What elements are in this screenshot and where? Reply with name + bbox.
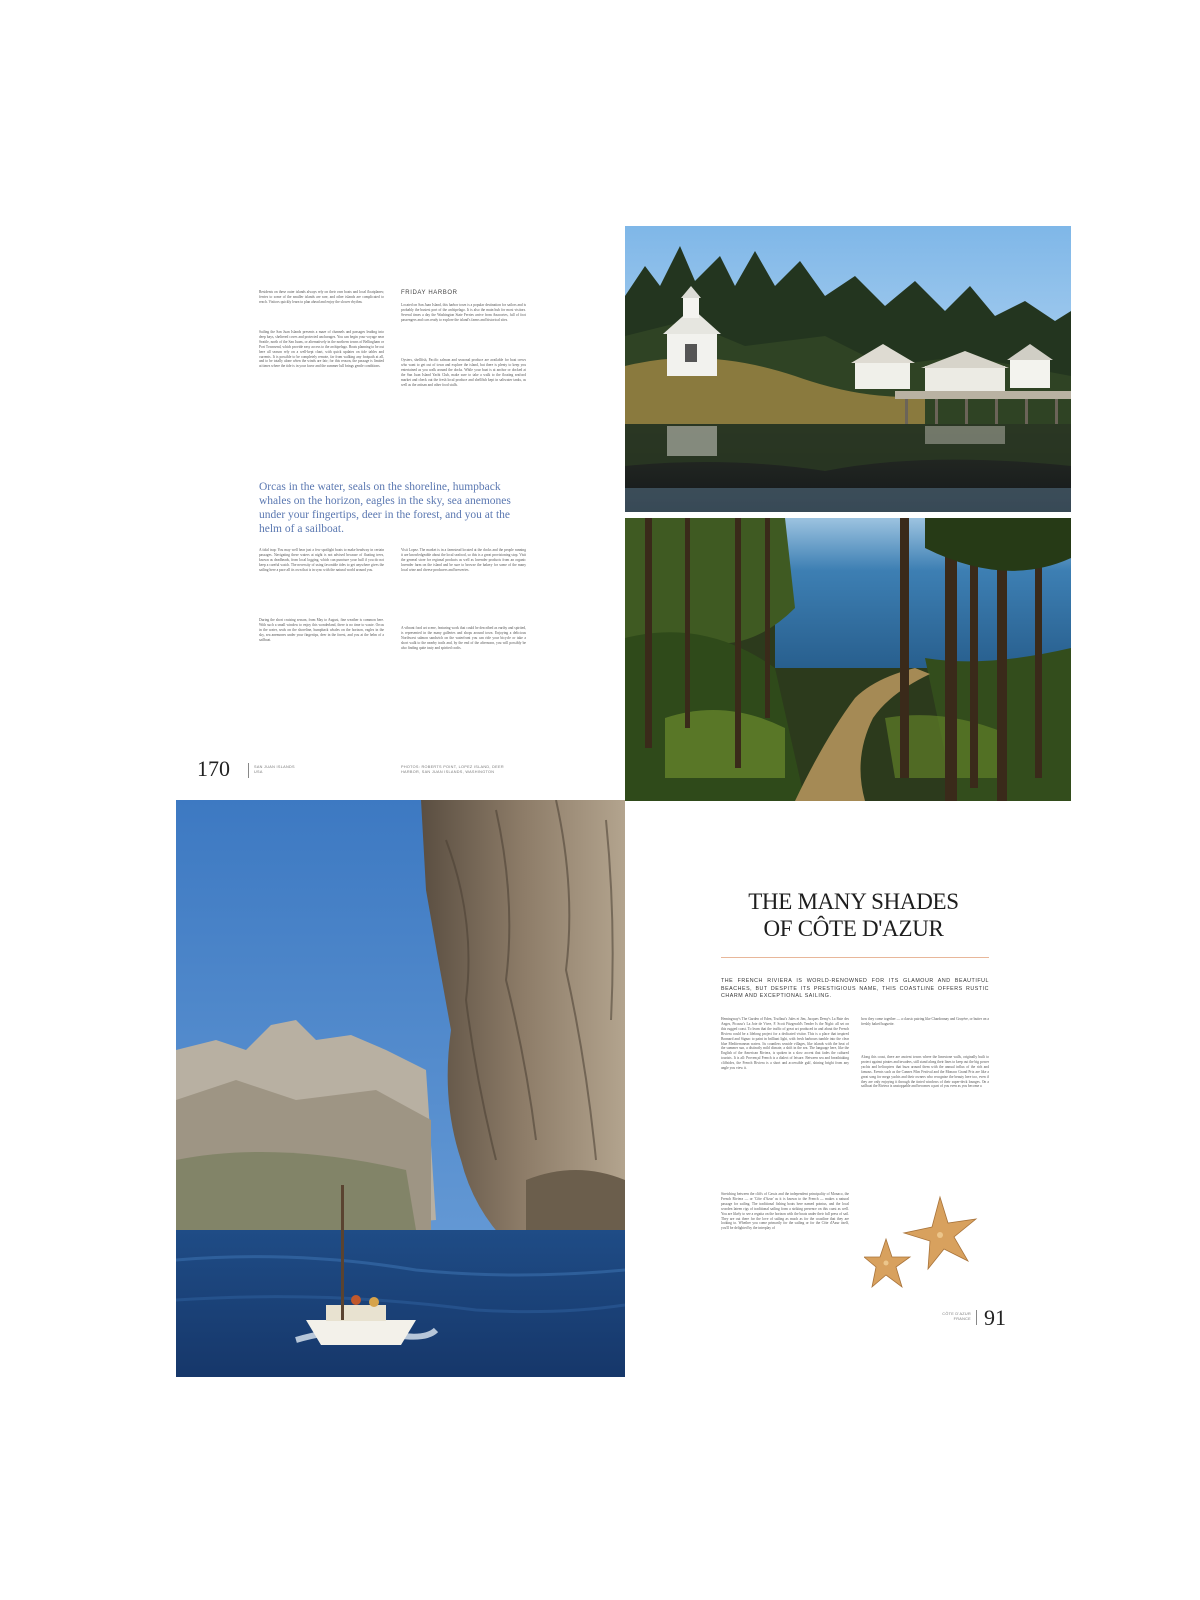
title-rule: [721, 957, 989, 958]
page-number-170: 170: [197, 756, 230, 781]
column1-para2: Sailing the San Juan Islands presents a maze of channels and passages leading into deep bays, sheltered coves and protected anchorages. You can begin your voyage near Seattle, north of the San Juans, or alternatively in the northern towns of Bellingham or Port Townsend, which provide easy access to the archipelago. Boats planning to be out here all season rely on a well-kept chart, with quick updates on tide tables and currents. It is possible to be completely remote, far from walking any footpath at all, and to be totally alone when the winds are fair; for this reason, the passage is limited at times where the tide is in your favor and the summer lull brings gentle conditions.: [259, 330, 384, 369]
bottom-col1-para1: Hemingway's The Garden of Eden, Truffaut's Jules et Jim, Jacques Demy's La Baie des Anges, Picasso's La Joie de Vivre, F. Scott Fitzgerald's Tender Is the Night: all set on this rugged coast. To learn that the traffic of great art produced in and about the French Riviera could be a lifelong project for a dedicated visitor. This is a place that inspired Bonnard and Signac to paint in brilliant light, with fresh harbours tumble into the clear blue Mediterranean waters. Its countless seaside villages, like islands with the heat of the summer sun, a distinctly mild climate, a shift in the sea. The language here, like the English of the American Riviera, is spoken in a slow accent that fades the cultured tourists. It is all: Provençal French is a dialect of leisure. Between sea and breathtaking cliffsides, the French Riviera is a short and accessible gulf, shining bright from any angle you view it.: [721, 1017, 849, 1071]
photo-forest-trail: [625, 518, 1071, 801]
folio-divider: [248, 763, 249, 778]
column2-para1: Located on San Juan Island, this harbor town is a popular destination for sailors and is probably the busiest port of the archipelago. It is also the main hub for most visitors. Several times a day the Washington State Ferries arrive from Anacortes, full of foot passengers and cars ready to explore the island's farms and historical sites.: [401, 303, 526, 322]
column2-para3: Visit Lopez. The market is in a farmstead located at the docks and the people running it are knowledgeable about the local seafood, so this is a great provisioning stop. Visit the general store for regional products as well as lavender products from an organic lavender farm on the island and be sure to browse the bakery for some of the many local wine and cheese producers and breweries.: [401, 548, 526, 572]
intro-deck: THE FRENCH RIVIERA IS WORLD-RENOWNED FOR ITS GLAMOUR AND BEAUTIFUL BEACHES, BUT DESPITE ITS PRESTIGIOUS NAME, THIS COASTLINE OFFERS RUSTIC CHARM AND EXCEPTIONAL SAILING.: [721, 978, 989, 1000]
starfish-illustration: [864, 1195, 989, 1305]
photo-calanques-sailboat: [176, 800, 625, 1377]
column1-para4: During the short cruising season, from May to August, fine weather is common here. With such a small window to enjoy this wonderland, there is no time to waste. Orcas in the water, seals on the shoreline, humpback whales on the horizon, eagles in the sky, sea anemones under your fingertips, deer in the forest, and you at the helm of a sailboat.: [259, 618, 384, 642]
column2-para2: Oysters, shellfish, Pacific salmon and seasonal produce are available for boat crews who want to get out of town and explore the island, but there is plenty to keep you entertained as you walk around the docks. While your boat is at anchor or docked at the San Juan Island Yacht Club, make sure to take a walk to the floating seafood market and check out the fresh local produce and shellfish kept in saltwater tanks, as well as the artisan and other food stalls.: [401, 358, 526, 387]
column2-para4: A vibrant food art scene, featuring work that could be described as earthy and spirited, is represented in the many galleries and shops around town. Enjoying a delicious Northwest salmon sandwich on the waterfront you can ride your bicycle or take a short walk to the nearby trails and, by the end of the afternoon, you will possibly be also finding quite tasty and spirited crafts.: [401, 626, 526, 650]
spread-san-juan: [176, 226, 1071, 801]
column1-para1: Residents on these outer islands always rely on their own boats and local floatplanes; ferries to some of the smaller islands are rare, and other islands are complicated to reach. Visitors quickly learn to plan ahead and enjoy the slower rhythm.: [259, 290, 384, 304]
column1-para3: A tidal trap: You may well hear just a few spotlight boats to make headway in certain passages. Navigating these waters at night is not advised because of floating trees, known as deadheads, from local logging, which can puncture your hull if you do not keep a careful watch. The necessity of using favorable tides to get anywhere gives the sailing here a pace all its own that is in sync with the natural world around you.: [259, 548, 384, 572]
folio-section-right: CÔTE D'AZUR FRANCE: [942, 1312, 971, 1321]
photo-chapel-harbor: [625, 226, 1071, 512]
spread-cote-dazur: [176, 800, 1071, 1377]
subhead-friday-harbor: FRIDAY HARBOR: [401, 290, 458, 296]
bottom-col2-para1: how they come together — a classic pairing like Chardonnay and Gruyère, or butter on a freshly baked baguette.: [861, 1017, 989, 1026]
folio-divider-right: [976, 1310, 977, 1325]
photo-caption: PHOTOS: ROBERTS POINT, LOPEZ ISLAND, DEER HARBOR, SAN JUAN ISLANDS, WASHINGTON: [401, 765, 504, 774]
bottom-col1-para2: Stretching between the cliffs of Cassis and the independent principality of Monaco, the French Riviera — or 'Côte d'Azur' as it is known to the French — makes a natural passage for sailing. The traditional fishing boats here named pointus, and the local wooden lateen rigs of traditional sailing form a striking presence on this coast as well. You are likely to see a regatta on the horizon with the boats under their full press of sail. They are out there for the love of sailing as much as for the coastline that they are looking to. Whether you come primarily for the sailing or for the Côte d'Azur itself, you'll be delighted by the interplay of: [721, 1192, 849, 1231]
article-title: THE MANY SHADES OF CÔTE D'AZUR: [748, 889, 959, 941]
pull-quote: Orcas in the water, seals on the shoreline, humpback whales on the horizon, eagles in the sky, sea anemones under your fingertips, deer in the forest, and you at the helm of a sailboat.: [259, 481, 511, 535]
folio-section: SAN JUAN ISLANDS USA: [254, 765, 295, 774]
bottom-col2-para2: Along this coast, there are ancient towns where the limestone walls, originally built to protect against pirates and invaders, still stand along their lines to keep out the big power yachts and helicopters that buzz around them with the annual influx of the rich and famous. Events such as the Cannes Film Festival and the Monaco Grand Prix are like a great song for mega yachts and their owners who recognize the beauty here too, even if they are only enjoying it through the tinted windows of their super-deck lounges. On a sailboat the Riviera is unstoppable and becomes a part of you even as you become a: [861, 1055, 989, 1089]
page-number-91: 91: [984, 1305, 1006, 1330]
